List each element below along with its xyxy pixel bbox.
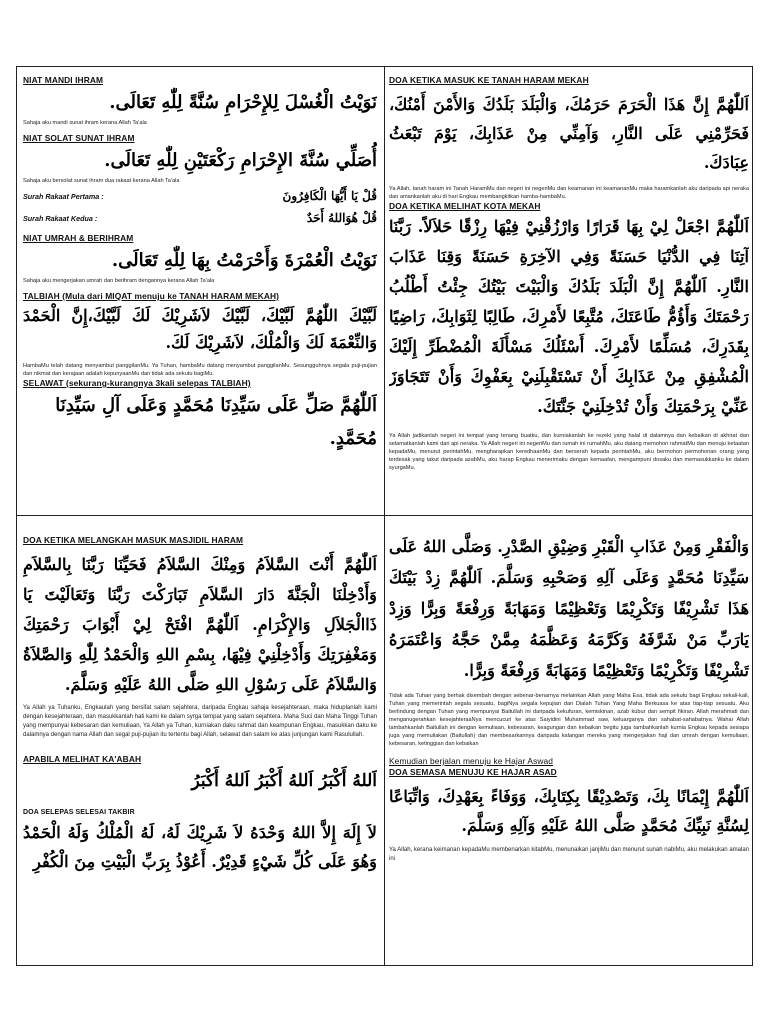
hajar-aswad-heading: DOA SEMASA MENUJU KE HAJAR ASAD bbox=[389, 767, 557, 777]
niat-mandi-arabic: نَوَيْتُ الْغُسْلَ لِلإِحْرَامِ سُنَّةً لِلّٰهِ تَعَالَى. bbox=[109, 92, 377, 113]
selawat-heading: SELAWAT (sekurang-kurangnya 3kali selepas TALBIAH) bbox=[23, 378, 251, 388]
niat-solat-arabic: أُصَلِّي سُنَّةَ الإِحْرَامِ رَكْعَتَيْنِ لِلّٰهِ تَعَالَى. bbox=[104, 150, 377, 171]
hajar-aswad-intro: Kemudian berjalan menuju ke Hajar Aswad bbox=[389, 756, 554, 766]
surah-second-arabic: قُلْ هُوَاللهُ أَحَدٌ bbox=[306, 211, 377, 225]
masuk-haram-arabic: اَللّٰهُمَّ إِنَّ هَذَا الْحَرَمَ حَرَمُكَ، وَالْبَلَدَ بَلَدُكَ وَالأَمْنَ أَمْنُكَ، فَحَرِّمْنِي عَلَى النَّارِ، وَآمِنِّي مِنْ عَذَابِكَ، يَوْمَ تَبْعَثُ عِبَادَكَ. bbox=[389, 95, 749, 172]
surah-first-label: Surah Rakaat Pertama : bbox=[23, 191, 104, 201]
lanjutan-translation: Tidak ada Tuhan yang berhak disembah dengan sebenar-benarnya melainkan Allah yang Maha Esa, tidak ada sekutu bagi Engkau sekali-kali, Tuhan yang memerintah segala sesuatu, bagiNya segala kepujian dan Dialah Tuhan Yang Maha Berkuasa ke atas tiap-tiap sesuatu. Aku berlindung dengan Tuhan yang mempunyai Baitullah ini daripada kekufuran, kemiskinan, azab kubur dan sempit fikiran. Allah merahmati dan menganugerahkan kesejahteraaNya mencucuri ke atas Saiyidini Muhammad saw, keluarganya dan sahabat-sahabatnya. Wahai Allah tambahkanlah Baitullah ini dengan kemuliaan, kebesaran, keagungan dan kebaikan begitu juga tambahkanlah kurnia Engkau kepada sesiapa juga yang memuliakan (Baitullah) dan membesarkannya daripada kalangan mereka yang mengerjakan haji dan umrah dengan kemuliaan, kebesaran, ketinggian dan kebaikan bbox=[389, 693, 749, 747]
surah-first-arabic: قُلْ يَا أَيُّهَا الْكَافِرُونَ bbox=[282, 189, 377, 203]
masuk-haram-heading: DOA KETIKA MASUK KE TANAH HARAM MEKAH bbox=[389, 75, 589, 85]
selawat-arabic: اَللّٰهُمَّ صَلِّ عَلَى سَيِّدِنَا مُحَمَّدٍ وَعَلَى آلِ سَيِّدِنَا مُحَمَّدٍ. bbox=[55, 395, 377, 449]
masuk-haram-translation: Ya Allah, tanah haram ini Tanah HaramMu dan negeri ini negeriMu dan keamanan ini keamananMu maka haramkanlah aku daripada api neraka dan amankanlah aku di hari Engkau membangkitkan hamba-hambaMu. bbox=[389, 186, 749, 200]
prayer-sheet bbox=[16, 66, 753, 966]
hajar-aswad-translation: Ya Allah, kerana keimanan kepadaMu membenarkan kitabMu, menunaikan janjiMu dan menurut sunah nabiMu, aku melakukan amalan ini bbox=[389, 847, 749, 862]
lihat-kaabah-arabic: اَللهُ أَكْبَرُ اَللهُ أَكْبَرُ اَللهُ أَكْبَرُ bbox=[191, 771, 377, 791]
selepas-takbir-arabic: لاَ إِلَهَ إِلاَّ اللهُ وَحْدَهُ لاَ شَرِيْكَ لَهُ، لَهُ الْمُلْكُ وَلَهُ الْحَمْدُ وَهُوَ عَلَى كُلِّ شَيْءٍ قَدِيْرٌ. أَعُوْذُ بِرَبِّ الْبَيْتِ مِنَ الْكُفْرِ bbox=[23, 823, 377, 871]
selepas-takbir-heading: DOA SELEPAS SELESAI TAKBIR bbox=[23, 809, 135, 816]
niat-mandi-translation: Sahaja aku mandi sunat ihram kerana Allah Ta'ala bbox=[23, 120, 147, 126]
niat-mandi-heading: NIAT MANDI IHRAM bbox=[23, 75, 104, 85]
niat-umrah-translation: Sahaja aku mengerjakan umrah dan berihram dengannya kerana Allah Ta'ala bbox=[23, 278, 215, 284]
panel-bottom-left bbox=[23, 521, 377, 965]
lihat-kota-arabic: اَللّٰهُمَّ اجْعَلْ لِيْ بِهَا قَرَارًا وَارْزُقْنِيْ فِيْهَا رِزْقًا حَلاَلاً. رَبَّنَا آتِنَا فِي الدُّنْيَا حَسَنَةً وَفِي الآخِرَةِ حَسَنَةً وَقِنَا عَذَابَ النَّارِ. اَللّٰهُمَّ إِنَّ الْبَلَدَ بَلَدُكَ وَالْبَيْتَ بَيْتُكَ جِئْتُ أَطْلُبُ رَحْمَتَكَ وَأَؤُمُّ طَاعَتَكَ، مُتَّبِعًا لأَمْرِكَ، طَالِبًا لِثَوَابِكَ، رَاضِيًا بِقَدَرِكَ، مُسَلِّمًا لأَمْرِكَ. أَسْئَلُكَ مَسْأَلَةَ الْمُضْطَرِّ إِلَيْكَ الْمُشْفِقِ مِنْ عَذَابِكَ أَنْ تَسْتَقْبِلَنِيْ بِعَفْوِكَ وَأَنْ تَتَجَاوَزَ عَنِّيْ بِرَحْمَتِكَ وَأَنْ تُدْخِلَنِيْ جَنَّتَكَ. bbox=[389, 217, 749, 416]
talbiah-arabic: لَبَّيْكَ اللّٰهُمَّ لَبَّيْكَ، لَبَّيْكَ لاَشَرِيْكَ لَكَ لَبَّيْكَ،إِنَّ الْحَمْدَ وَالنِّعْمَةَ لَكَ وَالْمُلْكَ، لاَشَرِيْكَ لَكَ. bbox=[23, 306, 377, 352]
hajar-aswad-arabic: اَللّٰهُمَّ إِيْمَانًا بِكَ، وَتَصْدِيْقًا بِكِتَابِكَ، وَوَفَاءً بِعَهْدِكَ، وَاتِّبَاعًا لِسُنَّةِ نَبِيِّكَ مُحَمَّدٍ صَلَّى اللهُ عَلَيْهِ وَآلِهِ وَسَلَّمَ. bbox=[389, 787, 749, 835]
talbiah-heading: TALBIAH (Mula dari MIQAT menuju ke TANAH HARAM MEKAH) bbox=[23, 291, 280, 301]
niat-solat-translation: Sahaja aku bersolat sunat ihram dua rakaat kerana Allah Ta'ala bbox=[23, 178, 180, 184]
panel-top-left bbox=[23, 73, 377, 511]
panel-bottom-right bbox=[389, 521, 749, 965]
panel-top-right bbox=[389, 73, 749, 511]
lihat-kaabah-heading: APABILA MELIHAT KA'ABAH bbox=[23, 754, 142, 764]
lihat-kota-heading: DOA KETIKA MELIHAT KOTA MEKAH bbox=[389, 201, 541, 211]
masuk-masjid-translation: Ya Allah ya Tuhanku, Engkaulah yang bersifat salam sejahtera, daripada Engkau sahaja kesejahteraan, maka hiduplanlah kami dengan kesejahteraan, dan masukkanlah hati kami ke dalam syrga tempat yang salam sejahtera. Maha Suci dan Maha Tinggi Tuhan yang mempunyai kebesaran dan kemuliaan, Ya Allah ya Tuhan, kurniakan daku rahmat dan keampunan Engkau, masukkan daku ke dalamnya dengan nama Allah dan segal puji-pujian itu tertentu bagi Allah, selawat dan salam ke atas junjungan kami Rasulullah. bbox=[23, 705, 377, 738]
masuk-masjid-heading: DOA KETIKA MELANGKAH MASUK MASJIDIL HARAM bbox=[23, 535, 244, 545]
talbiah-translation: HambaMu telah datang menyambut panggilanMu. Ya Tuhan, hambaMu datang menyambut panggilanMu. Sesungguhnya segala puji-pujian dan nikmat dan kerajaan adalah kepunyaanMu dan tidak ada sekutu bagiMu. bbox=[23, 363, 377, 377]
niat-umrah-arabic: نَوَيْتُ الْعُمْرَةَ وَأَحْرَمْتُ بِهَا لِلّٰهِ تَعَالَى. bbox=[111, 250, 377, 271]
niat-umrah-heading: NIAT UMRAH & BERIHRAM bbox=[23, 233, 134, 243]
lihat-kota-translation: Ya Allah jadikanlah negeri ini tempat yang tenang buatku, dan kurniakanlah ke rezeki yang halal di dalamnya dan kebaikan di akhirat dan selamatkanlah kami dari api neraka. Ya Allah negeri ini negeriMu dan rumah ini rumahMu, aku datang memohon rahmatMu dan menuju ketaatan kepadaMu, menurut perintahMu, mengharapkan keredhaanMu dan berserah kepada perintahMu, aku bermohon permohonan orang yang terdesak yang takut daripada azabMu, aku harap Engkau menerimaku dengan kemaafan, mengampuni dosaku dan memasukkanku ke dalam syurgaMu. bbox=[389, 433, 749, 471]
surah-first-row bbox=[23, 185, 377, 207]
masuk-masjid-arabic: اَللّٰهُمَّ أَنْتَ السَّلاَمُ وَمِنْكَ السَّلاَمُ فَحَيِّنَا رَبَّنَا بِالسَّلاَمِ وَأَدْخِلْنَا الْجَنَّةَ دَارَ السَّلاَمِ تَبَارَكْتَ رَبَّنَا وَتَعَالَيْتَ يَا ذَاالْجَلاَلِ وَالإِكْرَامِ. اَللّٰهُمَّ افْتَحْ لِيْ أَبْوَابَ رَحْمَتِكَ وَمَغْفِرَتِكَ وَأَدْخِلْنِيْ فِيْهَا، بِسْمِ اللهِ وَالْحَمْدُ لِلّٰهِ وَالصَّلاَةُ وَالسَّلاَمُ عَلَى رَسُوْلِ اللهِ صَلَّى اللهُ عَلَيْهِ وَسَلَّمَ. bbox=[23, 555, 377, 694]
niat-solat-heading: NIAT SOLAT SUNAT IHRAM bbox=[23, 133, 135, 143]
horizontal-divider bbox=[17, 515, 752, 516]
lanjutan-arabic: وَالْفَقْرِ وَمِنْ عَذَابِ الْقَبْرِ وَضِيْقِ الصَّدْرِ. وَصَلَّى اللهُ عَلَى سَيِّدِنَا مُحَمَّدٍ وَعَلَى آلِهِ وَصَحْبِهِ وَسَلَّمَ. اَللّٰهُمَّ زِدْ بَيْتَكَ هَذَا تَشْرِيْفًا وَتَكْرِيْمًا وَتَعْظِيْمًا وَمَهَابَةً وَرِفْعَةً وَبِرًّا وَزِدْ يَارَبِّ مَنْ شَرَّفَهُ وَكَرَّمَهُ وَعَظَّمَهُ مِمَّنْ حَجَّهُ وَاعْتَمَرَهُ تَشْرِيْفًا وَتَكْرِيْمًا وَتَعْظِيْمًا وَمَهَابَةً وَرِفْعَةً وَبِرًّا. bbox=[389, 537, 749, 680]
surah-second-row bbox=[23, 207, 377, 229]
surah-second-label: Surah Rakaat Kedua : bbox=[23, 213, 98, 223]
vertical-divider bbox=[384, 67, 385, 965]
